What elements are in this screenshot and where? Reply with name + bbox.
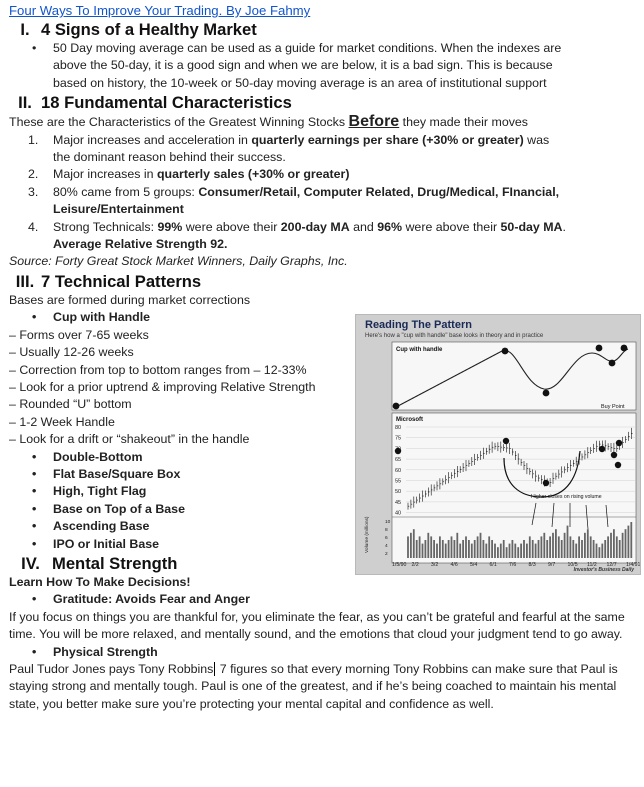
volume-bar [607,536,609,558]
item-text: 80% came from 5 groups: [53,184,199,199]
volume-bar [613,529,615,558]
volume-bar [625,529,627,558]
list-item [9,132,569,167]
volume-bar [552,533,554,558]
volume-bar [604,540,606,558]
date-tick-label: 6/1 [489,562,497,568]
volume-bar [425,540,427,558]
price-marker [395,448,401,454]
volume-bar [416,540,418,558]
volume-bar [520,544,522,558]
volume-tick-label: 10 [385,520,391,525]
section-3-heading [9,271,639,292]
paragraph-text: Paul Tudor Jones pays Tony Robbins [9,662,214,676]
volume-bar [532,540,534,558]
pattern-figure-image [355,314,641,575]
figure-credit: Investor's Business Daily [573,567,634,573]
item-number: 4. [28,219,39,234]
volume-bar [578,536,580,558]
volume-bar [555,529,557,558]
marker-e-top [609,360,616,367]
volume-bar [491,540,493,558]
section-4-subheading: Learn How To Make Decisions! [9,574,191,589]
item-emphasis: Average Relative Strength 92. [53,237,228,252]
volume-bar [459,544,461,558]
section-title: 18 Fundamental Characteristics [41,93,292,113]
theory-label: Cup with handle [396,347,443,353]
price-marker [611,452,617,458]
volume-bar [480,533,482,558]
volume-bar [546,540,548,558]
list-item [9,219,569,254]
pattern-figure [356,315,640,574]
section-title: 7 Technical Patterns [41,271,202,291]
volume-tick-label: 8 [385,528,388,533]
item-emphasis: 50-day MA [500,219,563,234]
volume-bar [500,544,502,558]
volume-bar [567,526,569,558]
list-item: • Base on Top of a Base [9,501,349,518]
marker-b-top [502,348,509,355]
price-tick-label: 60 [395,467,402,474]
section-title: Mental Strength [52,553,178,573]
figure-subtitle: Here's how a "cup with handle" base looks in theory and in practice [365,333,544,339]
list-item: • Cup with Handle [9,309,349,326]
volume-bar [538,540,540,558]
item-text: Major increases in [53,167,157,182]
section-1-list [9,40,639,92]
volume-bar [622,533,624,558]
volume-bar [587,529,589,558]
marker-c-top [543,390,550,397]
volume-bar [410,533,412,558]
patterns-intro: Bases are formed during market corrections [9,292,251,307]
volume-bar [497,547,499,558]
price-tick-label: 65 [395,457,402,464]
volume-bar [509,544,511,558]
item-emphasis: quarterly sales (+30% or greater) [156,167,350,182]
volume-bar [575,544,577,558]
item-emphasis: 200-day MA [280,219,350,234]
volume-bar [413,529,415,558]
before-emphasis: Before [348,113,400,131]
buy-point-label: Buy Point [601,404,625,410]
volume-bar [628,526,630,558]
volume-bar [436,544,438,558]
item-text: and [349,219,378,234]
marker-a-top [393,403,400,410]
volume-bar [471,544,473,558]
characteristics-list [9,132,639,254]
volume-bar [427,533,429,558]
volume-bar [517,547,519,558]
volume-bar [526,544,528,558]
volume-bar [474,540,476,558]
section-2-heading [9,92,639,113]
item-number: 2. [28,167,39,182]
volume-axis [385,519,391,557]
volume-bar [529,536,531,558]
date-tick-label: 3/2 [431,562,439,568]
date-tick-label: 9/7 [548,562,556,568]
volume-bar [462,540,464,558]
volume-bar [506,547,508,558]
price-tick-label: 50 [395,489,402,496]
volume-bar [445,544,447,558]
date-tick-label: 12/7 [606,562,617,568]
paragraph-text: 7 figures so that every morning Tony Robbins can make sure that Paul is staying strong and mentally tough. Paul is one of the greatest, and if he’s being coached to maintain his mental state, you better make sure you’re protecting your mental capital and confidence as well. [9,662,618,711]
date-tick-label: 2/2 [411,562,419,568]
volume-bar [584,533,586,558]
volume-bar [630,522,632,558]
list-item: • Gratitude: Avoids Fear and Anger [9,591,639,608]
volume-bar [590,536,592,558]
dash-item: – 1-2 Week Handle [9,414,115,429]
list-item: • 50 Day moving average can be used as a guide for market conditions. When the indexes are above the 50-day, it is a good sign and when we are below, it is a bad sign. This is because based on history, the 10-week or 50-day moving average is an area of institutional support [9,40,639,92]
item-number: 3. [28,184,39,199]
volume-bar [456,533,458,558]
volume-bar [430,536,432,558]
volume-bar [543,533,545,558]
price-marker [543,480,549,486]
volume-bar [572,540,574,558]
volume-bar [485,544,487,558]
stock-label: Microsoft [396,417,423,423]
volume-bar [488,536,490,558]
item-text: was the dominant reason behind their success. [53,132,550,165]
item-text: were above their [182,219,281,234]
volume-bar [483,540,485,558]
volume-bar [599,547,601,558]
volume-bar [619,540,621,558]
list-item: • Double-Bottom [9,449,349,466]
volume-bar [512,540,514,558]
volume-bar [465,536,467,558]
item-emphasis: quarterly earnings per share (+30% or greater) [251,132,524,147]
list-item: • Ascending Base [9,518,349,535]
volume-bar [610,533,612,558]
price-marker [503,438,509,444]
dash-item: – Usually 12-26 weeks [9,345,134,360]
date-tick-label: 11/2 [587,562,597,568]
section-title: 4 Signs of a Healthy Market [41,20,257,39]
marker-d-top [596,345,603,352]
item-emphasis: 99% [157,219,183,234]
physical-list [9,644,639,661]
volume-bar [616,536,618,558]
volume-bar [442,540,444,558]
annotation-label: Higher closes on rising volume [531,494,602,500]
document-title-link[interactable]: Four Ways To Improve Your Trading. By Joe Fahmy [9,3,311,18]
volume-bar [596,544,598,558]
volume-tick-label: 2 [385,552,388,557]
volume-bar [541,536,543,558]
volume-bar [601,544,603,558]
date-tick-label: 5/4 [470,562,478,568]
price-marker [615,462,621,468]
price-axis [395,425,401,517]
intro-text: they made their moves [399,115,528,130]
list-item: • IPO or Initial Base [9,536,349,553]
paragraph [9,661,639,713]
item-text: were above their [402,219,501,234]
volume-bar [468,540,470,558]
section-number: III. [15,271,35,291]
price-tick-label: 80 [395,425,402,431]
date-tick-label: 1/4/91 [626,562,640,568]
volume-bar [549,536,551,558]
dash-item: – Look for a prior uptrend & improving Relative Strength [9,379,316,394]
price-marker [616,440,622,446]
volume-bar [570,536,572,558]
dash-item: – Correction from top to bottom ranges from – 12-33% [9,362,307,377]
section-number: I. [20,20,30,39]
date-tick-label: 4/6 [450,562,458,568]
dash-item: – Forms over 7-65 weeks [9,327,149,342]
volume-bar [454,540,456,558]
date-tick-label: 10/5 [567,562,578,568]
list-item [9,184,569,219]
section-2-intro [9,113,639,131]
dash-item: – Rounded “U” bottom [9,397,132,412]
volume-bar [514,544,516,558]
volume-bar [535,544,537,558]
volume-bar [439,536,441,558]
item-emphasis: 96% [377,219,403,234]
volume-bar [494,544,496,558]
patterns-column [9,292,349,553]
list-item: • Flat Base/Square Box [9,466,349,483]
volume-bar [558,536,560,558]
volume-bar [433,540,435,558]
volume-bar [523,540,525,558]
figure-title: Reading The Pattern [365,319,472,331]
date-tick-label: 8/3 [528,562,536,568]
source-citation: Source: Forty Great Stock Market Winners, Daily Graphs, Inc. [9,254,348,269]
list-item [9,166,569,183]
volume-bar [564,533,566,558]
list-item: • High, Tight Flag [9,483,349,500]
patterns-list [9,449,349,553]
item-text: Strong Technicals: [53,219,158,234]
price-tick-label: 55 [395,478,402,485]
marker-f-top [621,345,628,352]
price-tick-label: 45 [395,499,402,506]
volume-bar [477,536,479,558]
volume-bar [419,536,421,558]
paragraph: If you focus on things you are thankful for, you eliminate the fear, as you can’t be grateful and fearful at the same time. You will be more relaxed, and mentally sound, and the emotions that cloud your judgment tend to go away. [9,609,625,642]
volume-tick-label: 6 [385,536,388,541]
price-tick-label: 75 [395,435,402,442]
item-number: 1. [28,132,39,147]
volume-bar [581,540,583,558]
volume-tick-label: 4 [385,544,388,549]
volume-bar [422,544,424,558]
volume-bar [561,540,563,558]
cup-list [9,309,349,326]
gratitude-list [9,591,639,608]
volume-bar [407,536,409,558]
section-number: II. [18,93,32,113]
item-text: Major increases and acceleration in [53,132,252,147]
volume-bar [448,540,450,558]
list-item: • Physical Strength [9,644,639,661]
dash-item: – Look for a drift or “shakeout” in the handle [9,432,250,447]
price-tick-label: 40 [395,510,402,517]
volume-label: Volume (millions) [365,516,370,553]
price-marker [599,446,605,452]
date-tick-label: 7/6 [509,562,517,568]
volume-bar [503,540,505,558]
item-text: . [562,219,566,234]
volume-bar [593,540,595,558]
intro-text: These are the Characteristics of the Greatest Winning Stocks [9,115,349,130]
date-tick-label: 1/5/90 [392,562,407,568]
section-1-heading [9,19,639,40]
volume-bar [451,536,453,558]
section-number: IV. [21,553,40,573]
item-emphasis: Consumer/Retail, Computer Related, Drug/Medical, FInancial, Leisure/Entertainment [53,184,560,217]
